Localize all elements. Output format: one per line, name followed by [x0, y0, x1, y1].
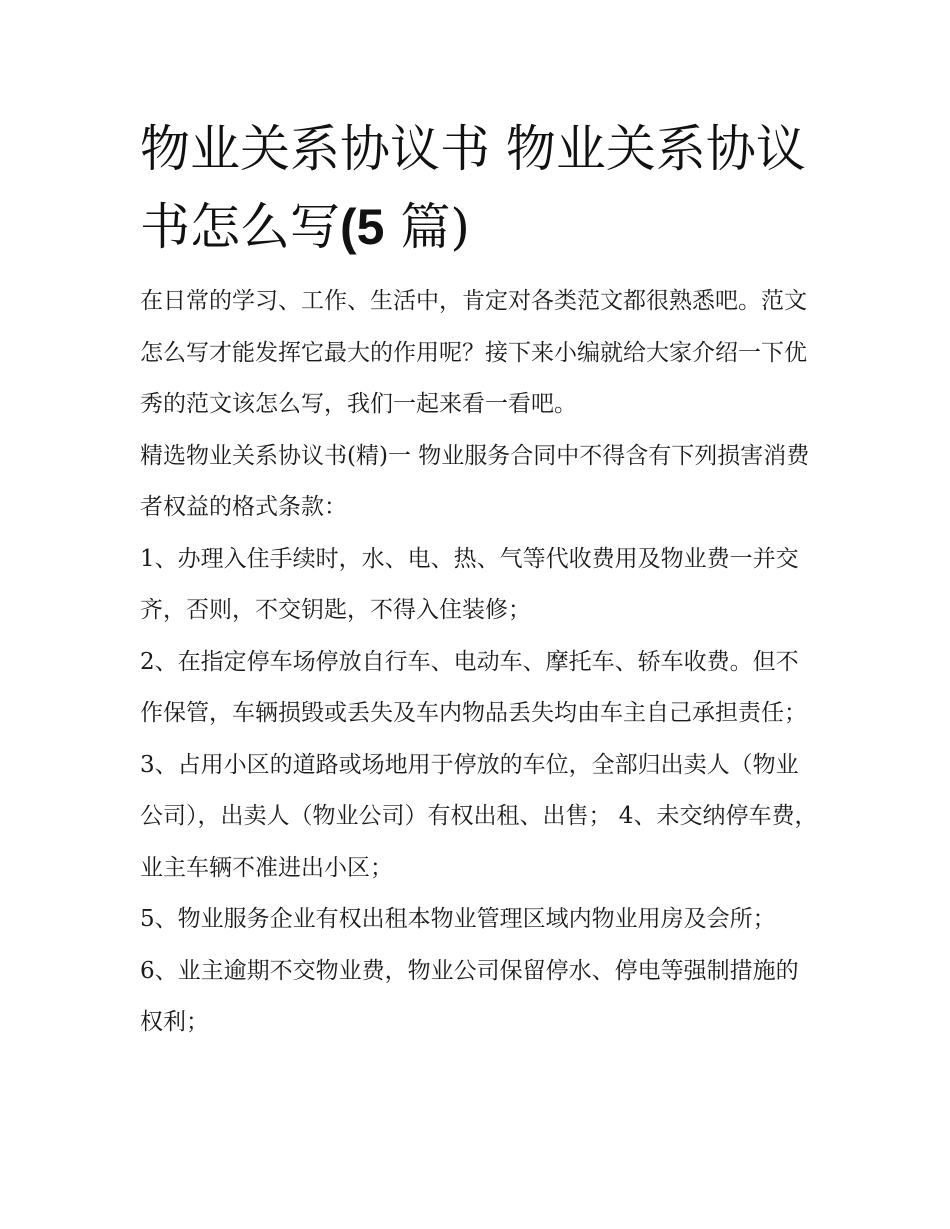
clause-paragraph-5-6: 5、物业服务企业有权出租本物业管理区域内物业用房及会所； 6、业主逾期不交物业费，物业公司保留停水、停电等强制措施的权利；: [140, 906, 799, 1035]
title-suffix: 篇): [384, 198, 470, 256]
clause-paragraph-1: 1、办理入住手续时，水、电、热、气等代收费用及物业费一并交齐，否则，不交钥匙，不得入住装修；: [140, 545, 799, 623]
document-title: [140, 110, 820, 266]
title-text: 物业关系协议书 物业关系协议书怎么写: [140, 120, 806, 256]
clause-paragraph-2: 2、在指定停车场停放自行车、电动车、摩托车、轿车收费。但不作保管，车辆损毁或丢失及车内物品丢失均由车主自己承担责任；: [140, 648, 807, 726]
title-count: (5: [340, 199, 385, 255]
section-heading-paragraph: 精选物业关系协议书(精)一 物业服务合同中不得含有下列损害消费者权益的格式条款：: [140, 442, 810, 520]
document-body: [140, 276, 820, 1049]
clause-paragraph-3-4: 3、占用小区的道路或场地用于停放的车位，全部归出卖人（物业公司），出卖人（物业公司）有权出租、出售； 4、未交纳停车费，业主车辆不准进出小区；: [140, 751, 818, 881]
intro-paragraph: 在日常的学习、工作、生活中，肯定对各类范文都很熟悉吧。范文怎么写才能发挥它最大的作用呢？接下来小编就给大家介绍一下优秀的范文该怎么写，我们一起来看一看吧。: [140, 288, 807, 417]
